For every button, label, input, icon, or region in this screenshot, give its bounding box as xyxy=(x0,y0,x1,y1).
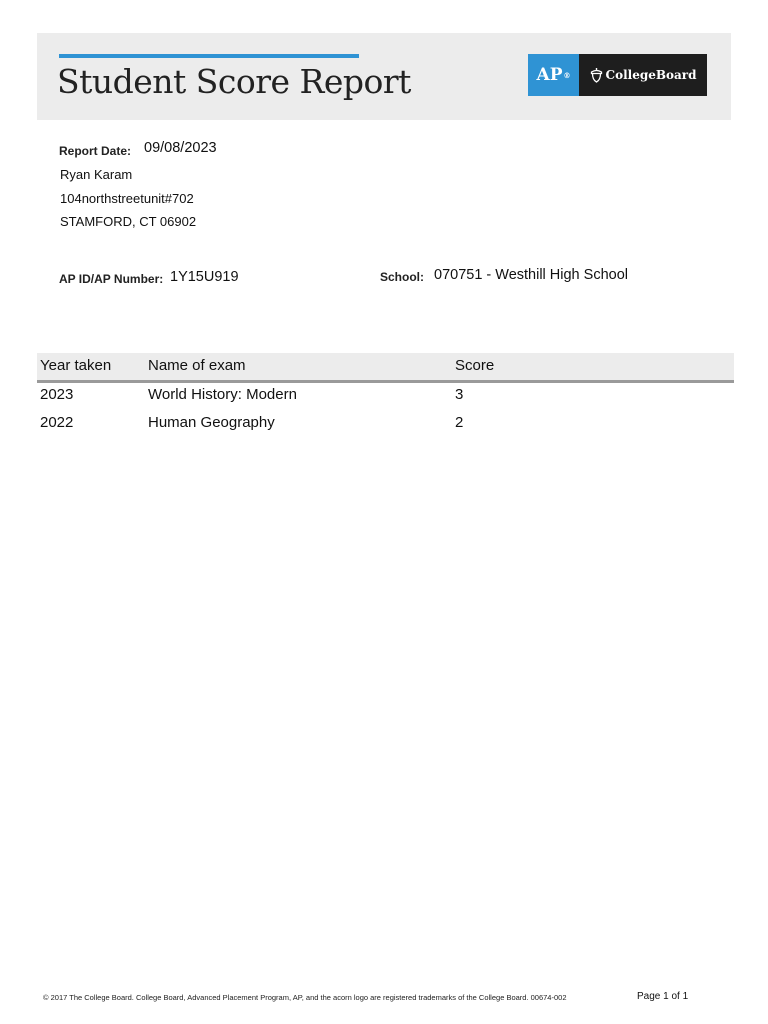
column-header-year: Year taken xyxy=(40,357,112,374)
report-date-label: Report Date: xyxy=(59,144,132,158)
ap-logo xyxy=(528,54,579,96)
row-year: 2022 xyxy=(40,414,74,431)
ap-id-value: 1Y15U919 xyxy=(170,269,239,285)
column-header-score: Score xyxy=(455,357,495,374)
ap-logo-mark: ® xyxy=(563,70,571,80)
ap-id-label: AP ID/AP Number: xyxy=(59,272,164,286)
row-exam-name: World History: Modern xyxy=(148,386,297,403)
school-value: 070751 - Westhill High School xyxy=(434,267,628,283)
address-line-2: STAMFORD, CT 06902 xyxy=(60,214,197,229)
school-label: School: xyxy=(380,270,424,284)
row-exam-name: Human Geography xyxy=(148,414,275,431)
page-title: Student Score Report xyxy=(57,62,411,101)
student-name: Ryan Karam xyxy=(60,167,133,182)
row-score: 2 xyxy=(455,414,464,431)
report-date-value: 09/08/2023 xyxy=(144,140,217,156)
address-line-1: 104northstreetunit#702 xyxy=(60,191,194,206)
ap-collegeboard-logo xyxy=(528,54,707,96)
collegeboard-logo-text: CollegeBoard xyxy=(605,68,697,82)
copyright-notice: © 2017 The College Board. College Board, Advanced Placement Program, AP, and the acorn logo are registered trademarks of the College Board. 00674-002 xyxy=(43,993,567,1002)
column-header-exam: Name of exam xyxy=(148,357,246,374)
score-table-header xyxy=(37,353,734,383)
row-score: 3 xyxy=(455,386,464,403)
acorn-icon xyxy=(590,67,603,83)
ap-logo-text: AP xyxy=(536,65,563,85)
page-number: Page 1 of 1 xyxy=(637,991,689,1002)
title-accent-rule xyxy=(59,54,359,58)
row-year: 2023 xyxy=(40,386,74,403)
collegeboard-logo xyxy=(579,54,707,96)
